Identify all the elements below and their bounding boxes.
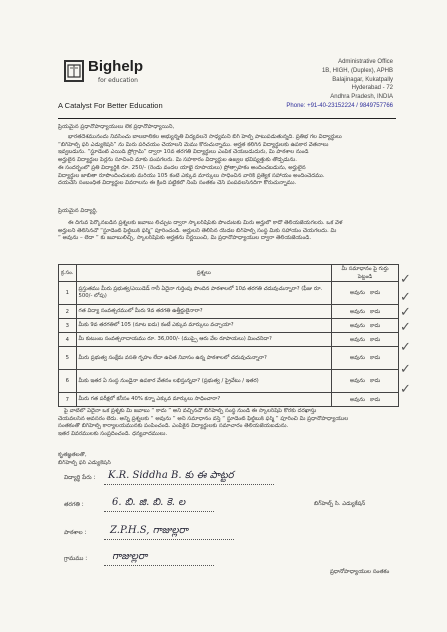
answer-cell — [332, 333, 399, 347]
answer-cell — [332, 347, 399, 370]
bighelp-logo-icon — [64, 60, 84, 82]
yes-option[interactable]: అవును — [349, 396, 365, 403]
row-question: మీ కుటుంబ సంవత్సరాదాయము రూ. 36,000/- (ముప్పై ఆరు వేల రూపాయలు) మించనిదా? — [76, 333, 331, 347]
body-line: అర్హులైన విద్యార్థుల పేర్లను సూచించి మాకు పంపగలరు. మీ సహకారం విద్యార్థుల ఉజ్వల భవిష్యత్తుకు తోడ్పడును. — [58, 157, 297, 164]
table-row — [59, 319, 399, 333]
address-line: 1B, HIGH, (Duplex), APHB — [321, 67, 393, 74]
table-header-row — [59, 265, 399, 282]
school-line — [104, 539, 234, 540]
answer-cell — [332, 305, 399, 319]
section-body — [58, 220, 398, 243]
section-line: “ అవును – లేదా ” కు జవాబులిచ్చి, స్కాలర్‌షిప్‌కు అర్హతను నిర్ణయించి, మీ ప్రధానోపాధ్యాయుల ద్వారా తెలియజేయండి. — [58, 235, 312, 242]
no-option[interactable]: కాదు — [369, 308, 381, 315]
table-row — [59, 347, 399, 370]
body-line: ఈ సందర్భంలో ప్రతి విద్యార్థికి రూ. 250/- (రెండు వందల యాభై రూపాయలు) ప్రోత్సాహకం అందించబడును, అర్హులైన — [58, 164, 306, 171]
table-row — [59, 370, 399, 393]
class-value[interactable]: 6. బి. జి. బి. కె. ల — [112, 497, 186, 508]
col-question-header: ప్రశ్నలు — [76, 265, 331, 282]
class-label: తరగతి : — [64, 502, 84, 508]
answer-cell — [332, 282, 399, 305]
phone-number: Phone: +91-40-23152224 / 9849757766 — [286, 102, 393, 109]
letter-body — [58, 134, 398, 188]
body-line: భారతదేశమునందు నివసించు బాలబాలికల అభ్యున్నతి విద్యవలనే సాధ్యమని బిగ్ హెల్ప్ పాటుపడుతున్నది. ప్రతిభ గల విద్యార్థులు — [68, 134, 342, 140]
answer-cell — [332, 319, 399, 333]
row-number: 7 — [59, 393, 77, 407]
check-mark-icon: ✓ — [400, 272, 411, 287]
check-mark-icon: ✓ — [400, 320, 411, 335]
row-question: మీకు 9వ తరగతిలో 105 (నూట ఐదు) కంటే ఎక్కువ మార్కులు వచ్చాయా? — [76, 319, 331, 333]
address-line: Hyderabad - 72 — [351, 85, 393, 92]
row-number: 4 — [59, 333, 77, 347]
thanks-line: కృతజ్ఞతలతో, — [58, 452, 87, 458]
tagline: A Catalyst For Better Education — [58, 101, 163, 110]
yes-option[interactable]: అవును — [349, 378, 365, 384]
body-line: విద్యార్థుల జాబితా రూపొందించుటకు మరియు 105 కంటే ఎక్కువ మార్కులు సాధించిన వారికి ప్రత్యేక సహాయం అందించెదము. — [58, 172, 325, 179]
no-option[interactable]: కాదు — [369, 355, 381, 361]
section-line: అర్హులని తెలిసినచో “స్టూడెంట్ ఫీల్డ్‌బుక్ ఫర్మ్” పూరించండి. అర్హులని తెలిసిన యెడల బిగ్‌హెల్ప్ సంస్థ మీకు సహాయం చేయగలదు. మీ — [58, 227, 337, 234]
table-row — [59, 282, 399, 305]
address-block — [273, 58, 393, 111]
village-label: గ్రామము : — [64, 556, 88, 562]
student-name-label: విద్యార్థి పేరు : — [64, 475, 96, 481]
body-line: దయచేసి సంబంధిత విద్యార్థుల వివరాలను ఈ క్రింది పట్టికలో నింపి సంతకం చేసి పంపవలసినదిగా కోరుచున్నాము. — [58, 180, 297, 187]
brand-name: Bighelp — [88, 58, 143, 75]
no-option[interactable]: కాదు — [369, 336, 381, 343]
yes-option[interactable]: అవును — [349, 322, 365, 329]
row-question: మీరు ప్రభుత్వ సంక్షేమ వసతి గృహం లేదా ఉచిత నివాసం ఉన్న పాఠశాలలో చదువుచున్నారా? — [76, 347, 331, 370]
row-question: మీరు గత పరీక్షలో కనీసం 40% కన్నా ఎక్కువ మార్కులు సాధించారా? — [76, 393, 331, 407]
student-name-line — [104, 484, 274, 485]
organization-signature: బిగ్‌హెల్ప్ సి. ఎడ్యుకేషన్ — [314, 501, 366, 507]
questions-table — [58, 264, 399, 407]
instruction-line: ఇతర వివరములకు సంప్రదించండి. ధన్యవాదములు. — [58, 431, 168, 438]
thanks-org: బిగ్‌హెల్ప్ ఫర్ ఎడ్యుకేషన్ — [58, 460, 111, 466]
village-line — [104, 565, 214, 566]
yes-option[interactable]: అవును — [349, 308, 365, 315]
answer-cell — [332, 393, 399, 407]
instructions-paragraph — [58, 408, 398, 439]
section-title: ప్రియమైన విద్యార్థి, — [58, 208, 98, 214]
check-mark-icon: ✓ — [400, 382, 411, 397]
address-line: Balajinagar, Kukatpally — [332, 76, 393, 83]
col-number-header: క్ర.సం. — [59, 265, 77, 282]
body-line: “బిగ్‌హెల్ప్ ఫర్ ఎడ్యుకేషన్” ను మీరు పరిచయం చేయాలని మేము కోరుచున్నాము. అర్హత కలిగిన విద్యార్థులకు ఉపకార వేతనాలు — [58, 141, 329, 148]
instruction-line: సంతకంతో బిగ్‌హెల్ప్ కార్యాలయమునకు పంపించండి. ఎంపికైన విద్యార్థులకు సమాచారం తెలియజేయబడును. — [58, 423, 289, 430]
table-row — [59, 305, 399, 319]
check-mark-icon: ✓ — [400, 362, 411, 377]
village-value[interactable]: గాజుల్లరా — [112, 551, 148, 562]
yes-option[interactable]: అవును — [349, 290, 365, 296]
row-question: ప్రస్తుతము మీరు ప్రభుత్వ/ఎయిడెడ్ గానీ ఏదైనా గుర్తింపు పొందిన పాఠశాలలో 10వ తరగతి చదువుచున్నారా? (ఫీజు రూ. 500/- లోపు) — [76, 282, 331, 305]
yes-option[interactable]: అవును — [349, 355, 365, 361]
row-question: మీకు ఇతర ఏ సంస్థ నుండైనా ఉపకార వేతనం లభిస్తున్నదా? (ప్రభుత్వ / ప్రైవేటు / ఇతర) — [76, 370, 331, 393]
headmaster-signature-label: ప్రధానోపాధ్యాయుల సంతకం — [330, 569, 390, 575]
no-option[interactable]: కాదు — [369, 322, 381, 329]
body-line: ఇవ్వబడును. “స్టూడెంట్ ఎయిడ్ ప్రోగ్రామ్” ద్వారా 10వ తరగతి విద్యార్థులు ఎంపిక చేయబడుదురు, మీ పాఠశాల నుండి — [58, 149, 309, 156]
row-question: గత విద్యా సంవత్సరములో మీరు 9వ తరగతి ఉత్తీర్ణులైనారా? — [76, 305, 331, 319]
student-name-value[interactable]: K.R. Siddha B. కు ఈ పాట్టర — [108, 470, 234, 481]
salutation: ప్రియమైన ప్రధానోపాధ్యాయులు లేక ప్రధానోపాధ్యాయిని, — [58, 124, 175, 130]
brand-subtitle: for education — [98, 77, 138, 84]
section-line: ఈ దిగువ పేర్కొనబడిన ప్రశ్నలకు జవాబు లిచ్చుట ద్వారా స్కాలర్‌షిప్‌కు పొందుటకు మీరు అర్హులో కాదో తెలియజేయగలరు. ఒక వేళ — [68, 220, 343, 226]
address-line: Administrative Office — [338, 59, 393, 65]
row-number: 1 — [59, 282, 77, 305]
instruction-line: చేయవలసిన అవసరం లేదు. అన్ని ప్రశ్నలకు “ అవును ” అని సమాధానం వస్తే “ స్టూడెంట్ ఫీల్డ్‌బుక్ ఫర్మ్ ” పూరించి మీ ప్రధానోపాధ్యాయుల — [58, 415, 349, 422]
no-option[interactable]: కాదు — [369, 396, 381, 403]
table-row — [59, 333, 399, 347]
check-mark-icon: ✓ — [400, 340, 411, 355]
row-number: 5 — [59, 347, 77, 370]
row-number: 2 — [59, 305, 77, 319]
class-line — [104, 511, 214, 512]
yes-option[interactable]: అవును — [349, 336, 365, 343]
no-option[interactable]: కాదు — [369, 290, 381, 296]
no-option[interactable]: కాదు — [369, 378, 381, 384]
row-number: 6 — [59, 370, 77, 393]
school-label: పాఠశాల : — [64, 530, 87, 536]
table-row — [59, 393, 399, 407]
header-divider — [58, 118, 396, 119]
check-mark-icon: ✓ — [400, 290, 411, 305]
instruction-line: పై వాటిలో ఏదైనా ఒక ప్రశ్నకు మీ జవాబు “ కాదు ” అని వచ్చినచో బిగ్‌హెల్ప్ సంస్థ నుండి ఈ స్కాలర్‌షిప్ కొరకు దరఖాస్తు — [64, 408, 317, 414]
address-line: Andhra Pradesh, INDIA — [330, 94, 393, 101]
check-mark-icon: ✓ — [400, 305, 411, 320]
row-number: 3 — [59, 319, 77, 333]
col-answer-header: మీ సమాధానం పై గుర్తు పెట్టండి — [332, 265, 399, 282]
answer-cell — [332, 370, 399, 393]
school-value[interactable]: Z.P.H.S, గాజుల్లరా — [110, 525, 188, 536]
